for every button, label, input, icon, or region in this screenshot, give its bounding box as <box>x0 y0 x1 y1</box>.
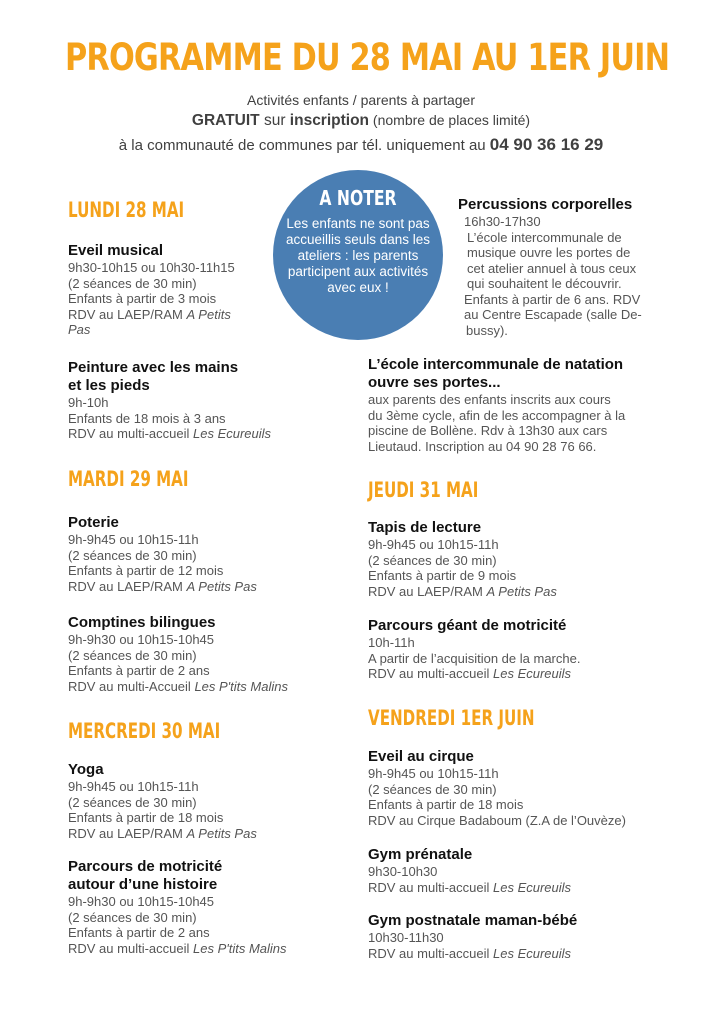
day-heading-vendredi: VENDREDI 1ER JUIN <box>368 706 535 730</box>
activity-percussions <box>458 196 668 338</box>
activity-desc: musique ouvre les portes de <box>467 245 631 260</box>
activity-desc: Lieutaud. Inscription au 04 90 28 76 66. <box>368 438 597 454</box>
activity-title: L’école intercommunale de natation <box>368 356 624 373</box>
activity-gym-postnatale <box>368 912 668 961</box>
activity-sessions: (2 séances de 30 min) <box>68 275 197 291</box>
subtitle-contact <box>0 135 722 155</box>
activity-parcours-histoire <box>68 858 368 956</box>
activity-title: Eveil au cirque <box>368 748 474 765</box>
activity-title: Parcours géant de motricité <box>368 617 567 634</box>
day-heading-jeudi: JEUDI 31 MAI <box>368 478 479 502</box>
subtitle-activities: Activités enfants / parents à partager <box>246 92 475 108</box>
activity-natation <box>368 356 678 454</box>
activity-location <box>68 307 368 323</box>
activity-location <box>368 880 668 896</box>
location-name: Pas <box>68 322 91 337</box>
activity-time: 9h-10h <box>68 395 109 410</box>
location-name: Les Ecureuils <box>193 426 272 441</box>
location-name: A Petits <box>186 306 231 322</box>
note-title: A NOTER <box>319 186 397 210</box>
activity-time: 9h-9h45 ou 10h15-11h <box>68 779 199 794</box>
activity-time: 9h-9h30 ou 10h15-10h45 <box>68 894 215 909</box>
activity-time: 9h-9h45 ou 10h15-11h <box>68 532 199 547</box>
activity-desc: du 3ème cycle, afin de les accompagner à la <box>368 407 626 423</box>
activity-comptines <box>68 614 368 694</box>
activity-desc: qui souhaitent le découvrir. <box>467 276 622 291</box>
activity-desc: aux parents des enfants inscrits aux cours <box>368 392 611 407</box>
location-text: RDV au LAEP/RAM <box>68 578 187 594</box>
day-heading-mardi: MARDI 29 MAI <box>68 467 189 491</box>
day-heading-lundi: LUNDI 28 MAI <box>68 198 185 222</box>
activity-age: Enfants à partir de 2 ans <box>68 663 210 678</box>
activity-time: 10h30-11h30 <box>368 930 444 945</box>
activity-desc: bussy). <box>466 322 508 338</box>
activity-title: Eveil musical <box>68 242 164 259</box>
location-text: RDV au multi-accueil <box>368 945 493 961</box>
location-name: A Petits Pas <box>186 578 257 594</box>
page-title: PROGRAMME DU 28 MAI AU 1ER JUIN <box>64 36 670 79</box>
activity-title: Gym prénatale <box>368 846 473 863</box>
activity-location <box>368 666 668 682</box>
activity-age: Enfants à partir de 18 mois <box>368 797 524 812</box>
activity-age: Enfants à partir de 9 mois <box>368 568 517 583</box>
activity-time: 9h30-10h15 ou 10h30-11h15 <box>68 260 235 275</box>
activity-desc: piscine de Bollène. Rdv à 13h30 aux cars <box>368 423 608 438</box>
activity-time: 9h-9h45 ou 10h15-11h <box>368 766 499 781</box>
activity-location: RDV au Cirque Badaboum (Z.A de l’Ouvèze) <box>368 812 626 828</box>
activity-age: Enfants de 18 mois à 3 ans <box>68 410 226 426</box>
location-text: RDV au LAEP/RAM <box>68 825 187 841</box>
activity-sessions: (2 séances de 30 min) <box>68 909 197 925</box>
registration-label: inscription <box>289 112 370 129</box>
activity-title: Gym postnatale maman-bébé <box>368 912 578 929</box>
activity-title: Poterie <box>68 514 119 531</box>
activity-title-cont: et les pieds <box>68 377 150 394</box>
activity-peinture <box>68 359 368 442</box>
day-heading-mercredi: MERCREDI 30 MAI <box>68 719 221 743</box>
activity-sessions: (2 séances de 30 min) <box>68 547 197 563</box>
activity-title: Yoga <box>68 761 104 778</box>
activity-tapis <box>368 519 668 599</box>
activity-time: 9h-9h45 ou 10h15-11h <box>368 537 499 552</box>
activity-time: 10h-11h <box>368 635 415 650</box>
location-text: RDV au multi-accueil <box>68 426 193 441</box>
activity-location <box>68 679 368 695</box>
activity-title: Peinture avec les mains <box>68 359 239 376</box>
activity-age: Enfants à partir de 18 mois <box>68 810 224 825</box>
activity-sessions: (2 séances de 30 min) <box>68 647 197 663</box>
location-text: RDV au multi-accueil <box>68 940 193 956</box>
activity-title: Comptines bilingues <box>68 614 216 631</box>
location-name: Les Ecureuils <box>493 945 572 961</box>
activity-time: 9h30-10h30 <box>368 864 438 879</box>
activity-location <box>368 946 668 962</box>
location-text: RDV au LAEP/RAM <box>368 583 487 599</box>
location-text: RDV au LAEP/RAM <box>68 306 187 322</box>
activity-gym-prenatale <box>368 846 668 895</box>
note-text: Les enfants ne sont pas accueillis seuls dans les ateliers : les parents participent aux activités avec eux ! <box>285 216 431 295</box>
activity-sessions: (2 séances de 30 min) <box>368 781 497 797</box>
location-text: RDV au multi-accueil <box>368 666 493 681</box>
activity-location <box>68 426 368 442</box>
activity-title: Tapis de lecture <box>368 519 482 536</box>
activity-poterie <box>68 514 368 594</box>
activity-location <box>68 941 368 957</box>
activity-title-cont: ouvre ses portes... <box>368 374 501 391</box>
activity-title-cont: autour d’une histoire <box>68 876 218 893</box>
location-name: A Petits Pas <box>186 825 257 841</box>
subtitle-text: (nombre de places limité) <box>369 112 531 128</box>
activity-desc: cet atelier annuel à tous ceux <box>467 260 637 276</box>
activity-title: Percussions corporelles <box>458 196 633 213</box>
activity-time: 16h30-17h30 <box>464 214 541 229</box>
activity-age: Enfants à partir de 12 mois <box>68 563 224 578</box>
location-name: Les Ecureuils <box>493 666 572 681</box>
activity-age: Enfants à partir de 2 ans <box>68 925 210 940</box>
phone-number: 04 90 36 16 29 <box>489 135 604 154</box>
location-text: RDV au multi-accueil <box>368 879 493 895</box>
activity-location <box>68 579 368 595</box>
location-name: Les P'tits Malins <box>194 678 288 694</box>
activity-title: Parcours de motricité <box>68 858 223 875</box>
contact-text: à la communauté de communes par tél. uniquement au <box>118 137 490 154</box>
location-text: RDV au multi-Accueil <box>68 678 195 694</box>
location-name: Les Ecureuils <box>493 879 572 895</box>
location-name: Les P'tits Malins <box>193 940 287 956</box>
activity-sessions: (2 séances de 30 min) <box>368 552 497 568</box>
activity-location-cont <box>68 322 368 338</box>
subtitle-registration <box>0 112 722 130</box>
activity-eveil-musical <box>68 242 368 338</box>
activity-age: Enfants à partir de 3 mois <box>68 291 217 306</box>
activity-location <box>368 584 668 600</box>
subtitle-text: sur <box>259 112 290 129</box>
activity-age: A partir de l’acquisition de la marche. <box>368 650 581 666</box>
activity-sessions: (2 séances de 30 min) <box>68 794 197 810</box>
activity-yoga <box>68 761 368 841</box>
activity-desc: Enfants à partir de 6 ans. RDV <box>464 291 641 307</box>
free-label: GRATUIT <box>191 112 260 129</box>
location-name: A Petits Pas <box>486 583 557 599</box>
activity-location <box>68 826 368 842</box>
activity-cirque <box>368 748 668 828</box>
activity-desc: L’école intercommunale de <box>467 229 622 245</box>
activity-desc: au Centre Escapade (salle De- <box>464 307 642 322</box>
activity-time: 9h-9h30 ou 10h15-10h45 <box>68 632 215 647</box>
activity-parcours-geant <box>368 617 668 682</box>
